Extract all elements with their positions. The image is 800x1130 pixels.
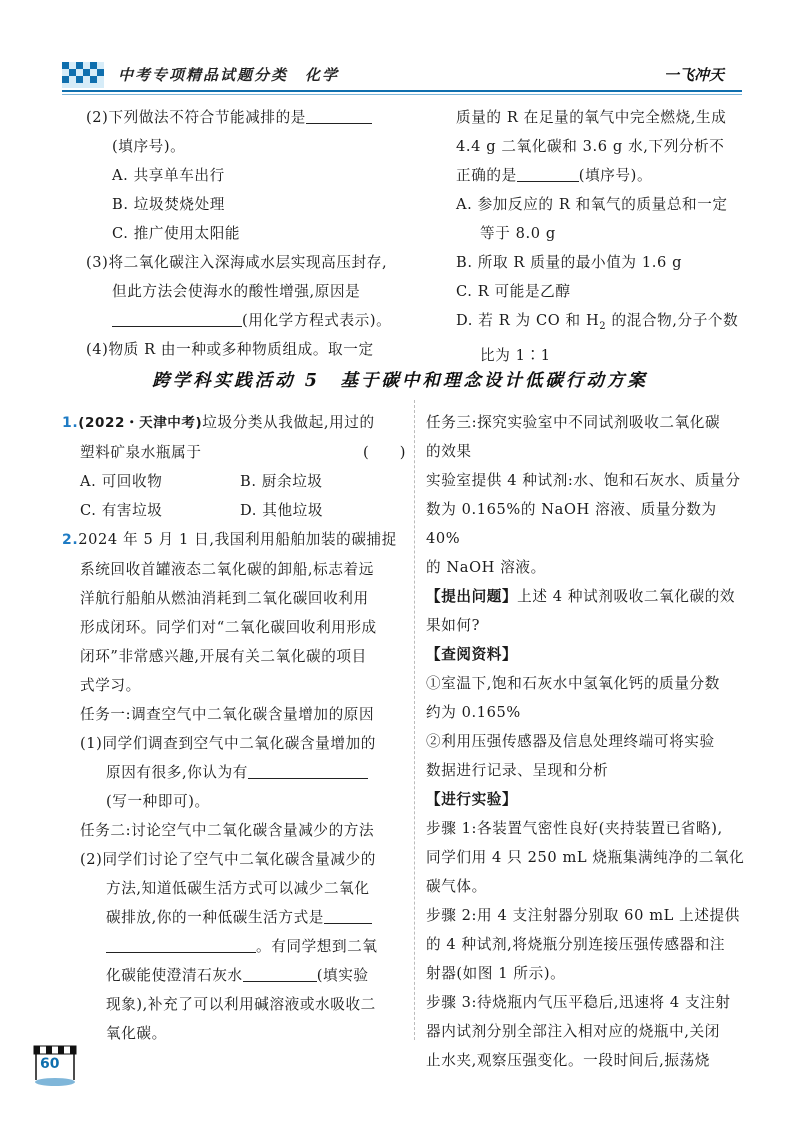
q2-option-c: C. 推广使用太阳能 xyxy=(112,225,241,242)
q4-option-a-cont: 等于 8.0 g xyxy=(480,225,556,242)
header-rule-thin xyxy=(62,94,742,95)
step3-line2: 器内试剂分别全部注入相对应的烧瓶中,关闭 xyxy=(426,1023,720,1040)
q4-option-d: D. 若 R 为 CO 和 $H_2$ 的混合物,分子个数 xyxy=(456,312,739,332)
task2-q2-line7: 氧化碳。 xyxy=(106,1025,167,1042)
q4-option-a: A. 参加反应的 R 和氧气的质量总和一定 xyxy=(456,196,728,213)
header-rule xyxy=(62,90,742,92)
step2-line2: 的 4 种试剂,将烧瓶分别连接压强传感器和注 xyxy=(426,936,726,953)
step3-line1: 步骤 3:待烧瓶内气压平稳后,迅速将 4 支注射 xyxy=(426,994,731,1011)
answer-blank[interactable] xyxy=(243,963,317,982)
reagents-line2: 数为 0.165%的 NaOH 溶液、质量分数为 40% xyxy=(426,501,717,547)
right-column xyxy=(426,408,756,1075)
q2-line3: 洋航行船舶从燃油消耗到二氧化碳回收利用 xyxy=(80,590,369,607)
task3-title: 任务三:探究实验室中不同试剂吸收二氧化碳 xyxy=(426,414,721,431)
q2-line4: 形成闭环。同学们对“二氧化碳回收利用形成 xyxy=(80,619,377,636)
reference2-line2: 数据进行记录、呈现和分析 xyxy=(426,762,609,779)
task2-q2-line1: (2)同学们讨论了空气中二氧化碳含量减少的 xyxy=(80,851,376,868)
answer-paren[interactable]: ( ) xyxy=(363,444,406,461)
q4-option-c: C. R 可能是乙醇 xyxy=(456,283,571,300)
answer-blank[interactable] xyxy=(324,905,372,924)
step1-line1: 步骤 1:各装置气密性良好(夹持装置已省略), xyxy=(426,820,723,837)
experiment-tag: 【进行实验】 xyxy=(426,791,518,808)
task1-q1-line3: (写一种即可)。 xyxy=(106,793,210,810)
step3-line3: 止水夹,观察压强变化。一段时间后,振荡烧 xyxy=(426,1052,710,1069)
q2-line6: 式学习。 xyxy=(80,677,141,694)
task2-q2-line3: 碳排放,你的一种低碳生活方式是 xyxy=(62,903,406,932)
reference2-line1: ②利用压强传感器及信息处理终端可将实验 xyxy=(426,733,715,750)
answer-blank[interactable] xyxy=(112,308,242,327)
answer-blank[interactable] xyxy=(517,163,579,182)
task1-q1-line2: 原因有很多,你认为有 xyxy=(62,758,406,787)
task1-title: 任务一:调查空气中二氧化碳含量增加的原因 xyxy=(80,706,375,723)
reference-tag: 【查阅资料】 xyxy=(426,646,518,663)
q4-line3: 4.4 g 二氧化碳和 3.6 g 水,下列分析不 xyxy=(456,138,725,155)
top-right-column xyxy=(430,103,750,370)
answer-blank[interactable] xyxy=(306,105,372,124)
question-line2: 果如何? xyxy=(426,617,481,634)
q4-line4: 正确的是 (填序号)。 xyxy=(430,161,750,190)
q3-line2: 但此方法会使海水的酸性增强,原因是 xyxy=(112,283,361,300)
q4-line1: (4)物质 R 由一种或多种物质组成。取一定 xyxy=(86,341,374,358)
section-title: 跨学科实践活动 5 基于碳中和理念设计低碳行动方案 xyxy=(152,371,648,391)
q2-line2: 系统回收首罐液态二氧化碳的卸船,标志着远 xyxy=(80,561,374,578)
left-column xyxy=(62,408,406,1048)
q2-option-a: A. 共享单车出行 xyxy=(112,167,225,184)
q2-option-b: B. 垃圾焚烧处理 xyxy=(112,196,225,213)
step2-line3: 射器(如图 1 所示)。 xyxy=(426,965,566,982)
question-line1: 【提出问题】上述 4 种试剂吸收二氧化碳的效 xyxy=(426,588,736,605)
task3-title-cont: 的效果 xyxy=(426,443,472,460)
q1-line1: 1.(2022・天津中考)垃圾分类从我做起,用过的 xyxy=(62,414,375,431)
q3-line1: (3)将二氧化碳注入深海咸水层实现高压封存, xyxy=(86,254,388,271)
task2-q2-line4: 。有同学想到二氧 xyxy=(62,932,406,961)
q1-line2: 塑料矿泉水瓶属于 ( ) xyxy=(62,438,406,467)
series-title: 中考专项精品试题分类 化学 xyxy=(118,66,340,84)
answer-blank[interactable] xyxy=(106,934,256,953)
task2-q2-line5: 化碳能使澄清石灰水 (填实验 xyxy=(62,961,406,990)
q4-option-d-cont: 比为 1∶1 xyxy=(480,346,551,364)
q2-line1: 2.2024 年 5 月 1 日,我国利用船舶加装的碳捕捉 xyxy=(62,531,397,548)
q4-line2: 质量的 R 在足量的氧气中完全燃烧,生成 xyxy=(456,109,727,126)
step1-line3: 碳气体。 xyxy=(426,878,487,895)
reference1-line1: ①室温下,饱和石灰水中氢氧化钙的质量分数 xyxy=(426,675,720,692)
page-number: 60 xyxy=(40,1056,60,1072)
q2-stem: (2)下列做法不符合节能减排的是 xyxy=(86,103,404,132)
task2-q2-line6: 现象),补充了可以利用碱溶液或水吸收二 xyxy=(106,996,376,1013)
q1-options-row1: A. 可回收物 B. 厨余垃圾 xyxy=(80,473,323,490)
task2-q2-line2: 方法,知道低碳生活方式可以减少二氧化 xyxy=(106,880,370,897)
q4-option-b: B. 所取 R 质量的最小值为 1.6 g xyxy=(456,254,683,271)
top-left-column xyxy=(86,103,404,364)
step1-line2: 同学们用 4 只 250 mL 烧瓶集满纯净的二氧化 xyxy=(426,849,745,866)
reagents-line3: 的 NaOH 溶液。 xyxy=(426,559,546,576)
q3-line3: (用化学方程式表示)。 xyxy=(86,306,404,335)
reference1-line2: 约为 0.165% xyxy=(426,704,521,721)
checker-pattern-icon xyxy=(62,62,104,88)
q2-line5: 闭环”非常感兴趣,开展有关二氧化碳的项目 xyxy=(80,648,367,665)
task2-title: 任务二:讨论空气中二氧化碳含量减少的方法 xyxy=(80,822,375,839)
page-header xyxy=(0,0,800,100)
brand-logo: 一飞冲天 xyxy=(664,66,725,84)
answer-blank[interactable] xyxy=(248,760,368,779)
q2-fill: (填序号)。 xyxy=(112,138,186,155)
reagents-line1: 实验室提供 4 种试剂:水、饱和石灰水、质量分 xyxy=(426,472,741,489)
step2-line1: 步骤 2:用 4 支注射器分别取 60 mL 上述提供 xyxy=(426,907,740,924)
task1-q1-line1: (1)同学们调查到空气中二氧化碳含量增加的 xyxy=(80,735,376,752)
column-divider xyxy=(414,400,415,1040)
q1-options-row2: C. 有害垃圾 D. 其他垃圾 xyxy=(80,502,324,519)
